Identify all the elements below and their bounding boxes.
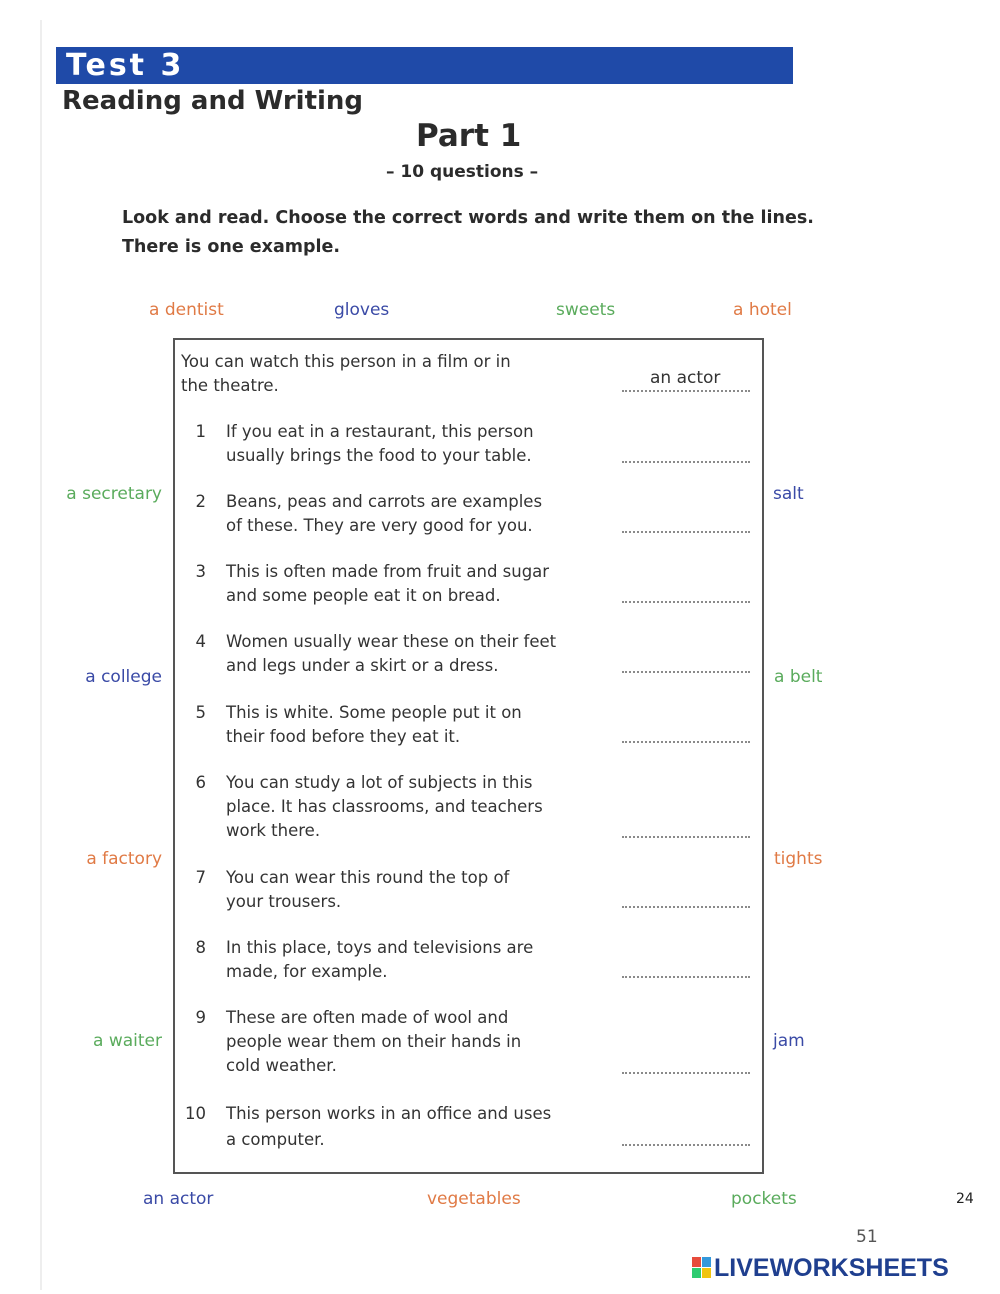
word-an-actor: an actor: [143, 1189, 214, 1209]
page-edge: [40, 20, 42, 1290]
question-line: In this place, toys and televisions are: [226, 938, 534, 957]
word-a-waiter: a waiter: [93, 1031, 162, 1051]
question-number: 8: [195, 938, 206, 957]
liveworksheets-logo-icon: [692, 1257, 712, 1279]
question-line: This is often made from fruit and sugar: [226, 562, 550, 581]
question-line: work there.: [226, 821, 321, 840]
question-line: your trousers.: [226, 892, 342, 911]
question-number: 10: [185, 1104, 206, 1123]
question-line: made, for example.: [226, 962, 388, 981]
question-number: 7: [195, 868, 206, 887]
word-a-college: a college: [85, 667, 162, 687]
question-line: of these. They are very good for you.: [226, 516, 533, 535]
question-line: people wear them on their hands in: [226, 1032, 522, 1051]
word-a-hotel: a hotel: [733, 300, 792, 320]
question-count: – 10 questions –: [386, 162, 539, 182]
question-number: 5: [195, 703, 206, 722]
brand-name: LIVEWORKSHEETS: [714, 1253, 949, 1282]
question-line: These are often made of wool and: [226, 1008, 509, 1027]
answer-line-8[interactable]: [622, 976, 750, 978]
section-title: Reading and Writing: [62, 86, 364, 116]
answer-line-6[interactable]: [622, 836, 750, 838]
word-salt: salt: [773, 484, 804, 504]
question-number: 6: [195, 773, 206, 792]
liveworksheets-brand[interactable]: [692, 1253, 949, 1283]
instructions: [122, 204, 842, 262]
word-a-secretary: a secretary: [66, 484, 162, 504]
answer-line-2[interactable]: [622, 531, 750, 533]
answer-line-10[interactable]: [622, 1144, 750, 1146]
question-line: If you eat in a restaurant, this person: [226, 422, 534, 441]
word-vegetables: vegetables: [427, 1189, 521, 1209]
question-line: Beans, peas and carrots are examples: [226, 492, 543, 511]
word-gloves: gloves: [334, 300, 390, 320]
question-line: Women usually wear these on their feet: [226, 632, 557, 651]
question-line: place. It has classrooms, and teachers: [226, 797, 543, 816]
question-line: You can study a lot of subjects in this: [226, 773, 533, 792]
question-line: usually brings the food to your table.: [226, 446, 532, 465]
test-banner: [56, 47, 793, 84]
instructions-line-1: Look and read. Choose the correct words and write them on the lines.: [122, 208, 814, 228]
part-title: Part 1: [416, 118, 522, 154]
word-a-belt: a belt: [774, 667, 823, 687]
book-page-number: 51: [856, 1227, 878, 1247]
question-line: You can wear this round the top of: [226, 868, 510, 887]
question-line: This person works in an office and uses: [226, 1104, 552, 1123]
answer-line-7[interactable]: [622, 906, 750, 908]
example-answer: an actor: [650, 368, 721, 388]
question-line: This is white. Some people put it on: [226, 703, 522, 722]
word-sweets: sweets: [556, 300, 616, 320]
question-number: 1: [195, 422, 206, 441]
example-line-2: the theatre.: [181, 376, 279, 395]
question-number: 4: [195, 632, 206, 651]
answer-line-5[interactable]: [622, 741, 750, 743]
example-line-1: You can watch this person in a film or in: [181, 352, 511, 371]
answer-line-1[interactable]: [622, 461, 750, 463]
answer-line-4[interactable]: [622, 671, 750, 673]
answer-line-3[interactable]: [622, 601, 750, 603]
question-line: a computer.: [226, 1130, 325, 1149]
question-line: and legs under a skirt or a dress.: [226, 656, 499, 675]
question-number: 2: [195, 492, 206, 511]
question-line: and some people eat it on bread.: [226, 586, 501, 605]
word-pockets: pockets: [731, 1189, 797, 1209]
word-tights: tights: [774, 849, 823, 869]
test-label: Test 3: [66, 48, 185, 83]
question-line: their food before they eat it.: [226, 727, 461, 746]
question-number: 9: [195, 1008, 206, 1027]
question-line: cold weather.: [226, 1056, 337, 1075]
word-a-dentist: a dentist: [149, 300, 224, 320]
word-jam: jam: [773, 1031, 805, 1051]
worksheet-page-number: 24: [956, 1191, 974, 1207]
word-a-factory: a factory: [86, 849, 162, 869]
instructions-line-2: There is one example.: [122, 237, 341, 257]
answer-line-9[interactable]: [622, 1072, 750, 1074]
question-number: 3: [195, 562, 206, 581]
example-answer-line: [622, 390, 750, 392]
